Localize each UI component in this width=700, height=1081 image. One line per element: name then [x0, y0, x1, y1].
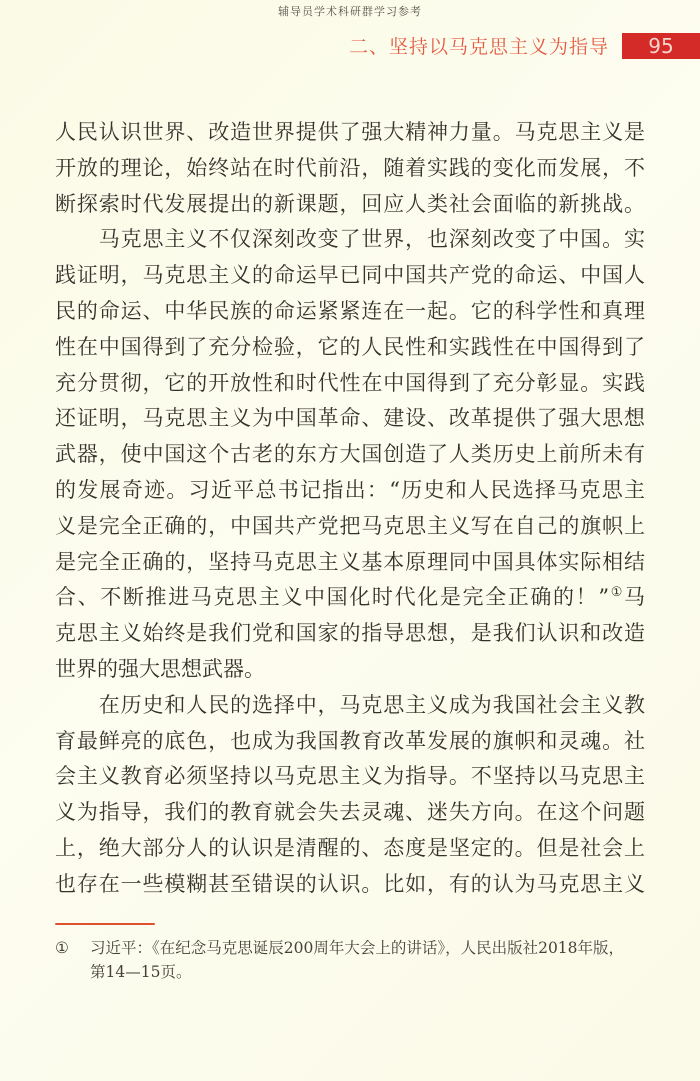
body-line: 在历史和人民的选择中，马克思主义成为我国社会主义教 [55, 692, 645, 717]
body-line: 上，绝大部分人的认识是清醒的、态度是坚定的。但是社会上 [55, 835, 645, 860]
body-line: 马克思主义不仅深刻改变了世界，也深刻改变了中国。实 [55, 227, 645, 252]
body-line: 断探索时代发展提出的新课题，回应人类社会面临的新挑战。 [55, 191, 645, 216]
body-line: 民的命运、中华民族的命运紧紧连在一起。它的科学性和真理 [55, 298, 645, 323]
page-number-badge [622, 33, 700, 59]
body-line: 世界的强大思想武器。 [55, 656, 265, 681]
footnote-text [90, 936, 655, 984]
body-line: 育最鲜亮的底色，也成为我国教育改革发展的旗帜和灵魂。社 [55, 728, 645, 753]
body-line: 还证明，马克思主义为中国革命、建设、改革提供了强大思想 [55, 406, 645, 431]
body-line: 会主义教育必须坚持以马克思主义为指导。不坚持以马克思主 [55, 764, 645, 789]
footnote-line: 第14—15页。 [90, 963, 192, 981]
body-line: 克思主义始终是我们党和国家的指导思想，是我们认识和改造 [55, 621, 645, 646]
body-text [55, 115, 645, 903]
body-line: 是完全正确的，坚持马克思主义基本原理同中国具体实际相结 [55, 549, 645, 574]
running-head: 辅导员学术科研群学习参考 [278, 5, 422, 18]
body-line: 人民认识世界、改造世界提供了强大精神力量。马克思主义是 [55, 120, 645, 144]
body-line: 也存在一些模糊甚至错误的认识。比如，有的认为马克思主义 [55, 871, 645, 896]
body-line: 性在中国得到了充分检验，它的人民性和实践性在中国得到了 [55, 334, 645, 359]
body-line: 合、不断推进马克思主义中国化时代化是完全正确的！”①马 [55, 585, 646, 610]
chapter-title: 二、坚持以马克思主义为指导 [348, 36, 609, 58]
page-number: 95 [648, 33, 674, 58]
body-line: 武器，使中国这个古老的东方大国创造了人类历史上前所未有 [55, 442, 645, 467]
footnote-marker: ① [55, 939, 69, 957]
body-line: 义为指导，我们的教育就会失去灵魂、迷失方向。在这个问题 [55, 800, 645, 825]
body-line: 的发展奇迹。习近平总书记指出：“历史和人民选择马克思主 [55, 477, 645, 502]
chapter-header [0, 32, 700, 59]
body-line: 义是完全正确的，中国共产党把马克思主义写在自己的旗帜上 [55, 513, 645, 538]
body-line: 践证明，马克思主义的命运早已同中国共产党的命运、中国人 [55, 263, 645, 288]
body-line: 充分贯彻，它的开放性和时代性在中国得到了充分彰显。实践 [55, 370, 645, 395]
body-line: 开放的理论，始终站在时代前沿，随着实践的变化而发展，不 [55, 155, 645, 180]
footnote-ref-marker: ① [609, 585, 625, 601]
footnote-line: 习近平：《在纪念马克思诞辰200周年大会上的讲话》，人民出版社2018年版， [90, 939, 625, 957]
footnote-separator [55, 923, 155, 925]
footnote [55, 936, 655, 984]
